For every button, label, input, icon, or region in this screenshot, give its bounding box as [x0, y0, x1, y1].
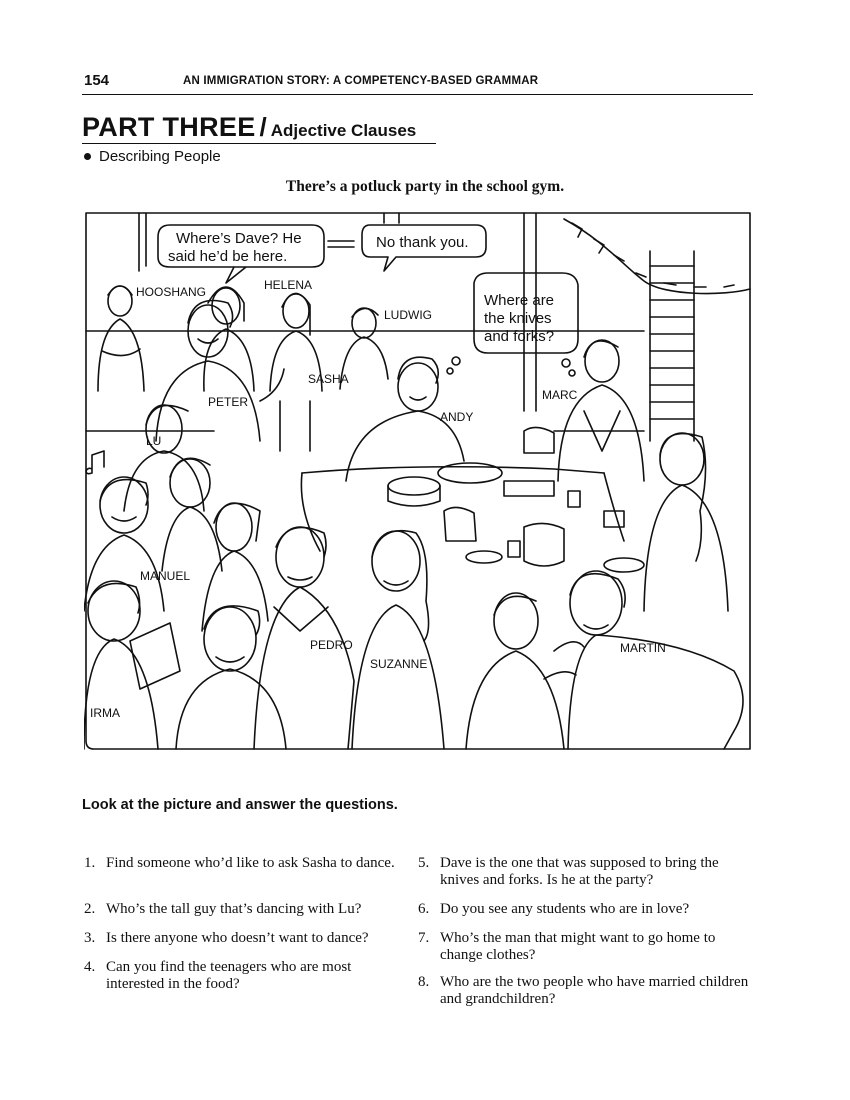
- bullet-icon: [84, 153, 91, 160]
- person-boy-glass: [466, 593, 576, 749]
- bubble-no-thanks-text: No thank you.: [376, 234, 469, 251]
- question-text: Do you see any students who are in love?: [440, 901, 690, 917]
- question-text: Dave is the one that was supposed to bring the knives and forks. Is he at the party?: [440, 855, 719, 888]
- person-dancer: [162, 458, 222, 571]
- party-illustration: [84, 211, 752, 751]
- streamer: [572, 223, 734, 287]
- name-label-andy: ANDY: [440, 410, 474, 424]
- person-helena: [204, 287, 254, 391]
- section-heading: [82, 112, 416, 143]
- question-number: 3.: [84, 930, 96, 946]
- book-title: AN IMMIGRATION STORY: A COMPETENCY-BASED GRAMMAR: [183, 75, 539, 87]
- name-label-suzanne: SUZANNE: [370, 657, 428, 671]
- subtitle-text: Describing People: [99, 148, 221, 165]
- question-number: 6.: [418, 901, 430, 917]
- name-label-manuel: MANUEL: [140, 569, 191, 583]
- wall-ladder: [650, 251, 694, 441]
- question-number: 8.: [418, 974, 430, 990]
- name-label-irma: IRMA: [90, 706, 120, 720]
- instruction-text: Look at the picture and answer the questions.: [82, 797, 398, 813]
- person-martin: [554, 571, 743, 749]
- person-marc: [558, 340, 644, 481]
- bubble-knives-line3: and forks?: [484, 328, 555, 345]
- question-text: Who’s the tall guy that’s dancing with Lu?: [106, 901, 362, 917]
- question-text: Find someone who’d like to ask Sasha to dance.: [106, 855, 395, 871]
- food-table: [301, 427, 644, 572]
- name-label-sasha: SASHA: [308, 372, 349, 386]
- part-separator: /: [259, 112, 267, 142]
- page-number: 154: [84, 72, 110, 89]
- part-label: PART THREE: [82, 112, 256, 142]
- name-label-peter: PETER: [208, 395, 249, 409]
- question-text: Who’s the man that might want to go home to change clothes?: [440, 930, 716, 963]
- question-text: Can you find the teenagers who are most interested in the food?: [106, 959, 352, 992]
- person-suzanne: [352, 531, 444, 749]
- person-irma: [84, 581, 180, 749]
- question-text: Who are the two people who have married children and grandchildren?: [440, 974, 749, 1007]
- bubble-knives-line2: the knives: [484, 310, 552, 327]
- question-number: 7.: [418, 930, 430, 946]
- header-rule: [82, 94, 753, 95]
- name-label-marc: MARC: [542, 388, 578, 402]
- person-hooshang: [98, 286, 144, 391]
- bubble-connector: [328, 241, 354, 247]
- name-label-pedro: PEDRO: [310, 638, 353, 652]
- name-label-helena: HELENA: [264, 278, 313, 292]
- bubble-dave-line2: said he’d be here.: [168, 248, 288, 265]
- question-text: Is there anyone who doesn’t want to dance?: [106, 930, 369, 946]
- bubble-knives-line1: Where are: [484, 292, 555, 309]
- section-rule: [82, 143, 436, 144]
- question-number: 2.: [84, 901, 96, 917]
- question-number: 1.: [84, 855, 96, 871]
- name-label-martin: MARTIN: [620, 641, 666, 655]
- person-woman-right: [644, 433, 728, 611]
- person-boy-front: [176, 606, 286, 749]
- question-number: 5.: [418, 855, 430, 871]
- subtitle: [82, 148, 221, 165]
- bubble-dave-line1: Where’s Dave? He: [176, 230, 302, 247]
- illustration-caption: There’s a potluck party in the school gym.: [285, 178, 565, 195]
- music-note-icon: [86, 451, 104, 474]
- name-label-hooshang: HOOSHANG: [136, 285, 207, 299]
- part-topic: Adjective Clauses: [270, 121, 417, 140]
- question-number: 4.: [84, 959, 96, 975]
- name-label-ludwig: LUDWIG: [384, 308, 432, 322]
- name-label-lu: LU: [146, 434, 162, 448]
